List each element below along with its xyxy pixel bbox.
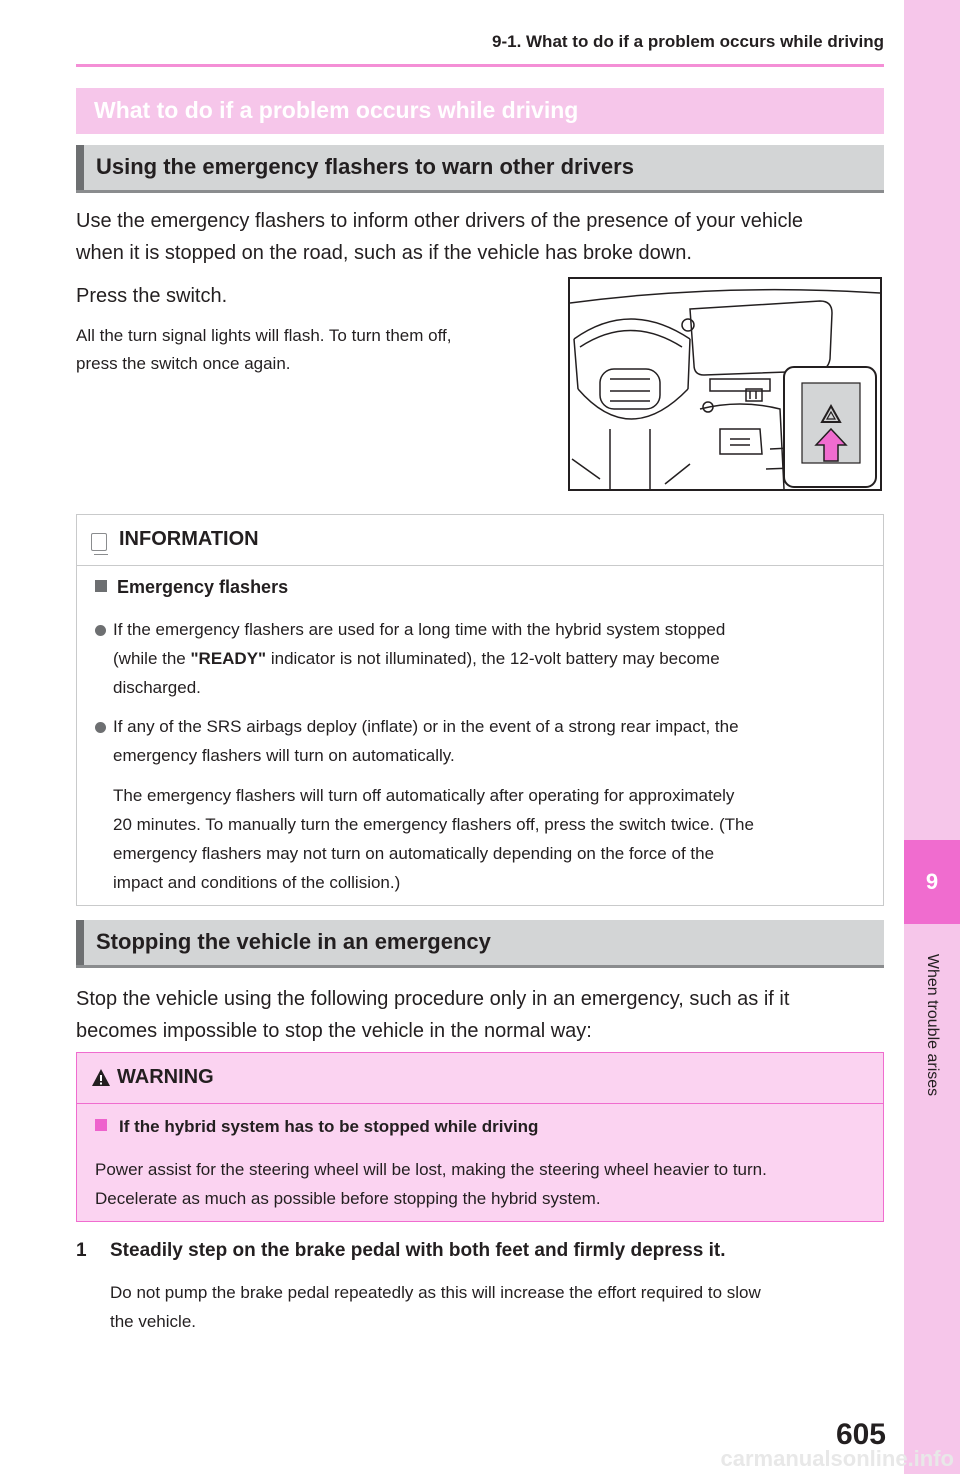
- information-item-2: [113, 712, 873, 770]
- step-desc-line2: the vehicle.: [110, 1312, 196, 1331]
- info-item2-para-line3: emergency flashers may not turn on automatically depending on the force of the: [113, 844, 715, 863]
- info-item2-line1: If any of the SRS airbags deploy (inflate) or in the event of a strong rear impact, the: [113, 717, 739, 736]
- flashers-intro: [76, 205, 886, 269]
- stopping-intro-line1: Stop the vehicle using the following procedure only in an emergency, such as if it: [76, 988, 790, 1010]
- chapter-number: 9: [925, 869, 939, 894]
- chapter-title: When trouble arises: [924, 953, 942, 1097]
- info-item1-line1: If the emergency flashers are used for a long time with the hybrid system stopped: [113, 620, 726, 639]
- information-label: INFORMATION: [119, 528, 259, 550]
- chapter-label: [905, 940, 959, 1110]
- flashers-note-line2: press the switch once again.: [76, 354, 291, 373]
- bullet-icon: [95, 625, 106, 636]
- warning-topic: [95, 1117, 538, 1137]
- square-bullet-icon: [95, 580, 107, 592]
- book-icon: [91, 533, 107, 551]
- warning-header: [77, 1053, 883, 1104]
- warning-body: [95, 1155, 875, 1213]
- chapter-sidebar: [904, 0, 960, 1474]
- stopping-intro: [76, 983, 886, 1047]
- step-description: [110, 1278, 890, 1336]
- page-number: 605: [835, 1418, 886, 1451]
- information-topic-text: Emergency flashers: [117, 577, 289, 597]
- information-item-1: [113, 615, 873, 702]
- section-title: What to do if a problem occurs while driving: [94, 97, 579, 123]
- info-item2-para-line1: The emergency flashers will turn off automatically after operating for approximately: [113, 786, 735, 805]
- step-desc-line1: Do not pump the brake pedal repeatedly as this will increase the effort required to slow: [110, 1283, 761, 1302]
- warning-triangle-icon: [91, 1068, 111, 1088]
- dashboard-drawing: [570, 279, 880, 489]
- flashers-intro-line1: Use the emergency flashers to inform other drivers of the presence of your vehicle: [76, 210, 804, 232]
- warning-label: WARNING: [117, 1066, 214, 1088]
- square-bullet-icon: [95, 1119, 107, 1131]
- step-title: Steadily step on the brake pedal with both feet and firmly depress it.: [110, 1240, 726, 1261]
- warning-topic-text: If the hybrid system has to be stopped while driving: [119, 1117, 539, 1136]
- info-item2-line2: emergency flashers will turn on automatically.: [113, 746, 455, 765]
- flashers-note-line1: All the turn signal lights will flash. To turn them off,: [76, 326, 452, 345]
- hazard-switch-illustration: [568, 277, 882, 491]
- stopping-heading-bar: [76, 920, 884, 968]
- step-number: 1: [76, 1240, 87, 1261]
- flashers-heading-bar: [76, 145, 884, 193]
- section-title-bar: [76, 88, 884, 134]
- info-item2-para-line2: 20 minutes. To manually turn the emergency flashers off, press the switch twice. (The: [113, 815, 754, 834]
- information-topic: [95, 577, 288, 598]
- info-item2-para-line4: impact and conditions of the collision.): [113, 873, 401, 892]
- stopping-heading: Stopping the vehicle in an emergency: [96, 929, 491, 954]
- info-item1-line2: (while the "READY" indicator is not illuminated), the 12-volt battery may become: [113, 649, 720, 668]
- running-head: 9-1. What to do if a problem occurs while driving: [492, 32, 884, 51]
- stopping-intro-line2: becomes impossible to stop the vehicle in the normal way:: [76, 1020, 592, 1042]
- information-item-2-detail: [113, 781, 873, 897]
- watermark: carmanualsonline.info: [720, 1446, 954, 1471]
- chapter-tab[interactable]: [904, 840, 960, 924]
- flashers-intro-line2: when it is stopped on the road, such as if the vehicle has broke down.: [76, 242, 692, 264]
- warning-box: [76, 1052, 884, 1222]
- flashers-note: [76, 322, 546, 378]
- warning-line2: Decelerate as much as possible before stopping the hybrid system.: [95, 1189, 601, 1208]
- information-box: [76, 514, 884, 906]
- flashers-instruction: Press the switch.: [76, 285, 228, 307]
- info-item1-line3: discharged.: [113, 678, 201, 697]
- bullet-icon: [95, 722, 106, 733]
- information-header: [77, 515, 883, 566]
- flashers-heading: Using the emergency flashers to warn other drivers: [96, 154, 634, 179]
- header-rule: [76, 64, 884, 67]
- warning-line1: Power assist for the steering wheel will be lost, making the steering wheel heavier to turn.: [95, 1160, 767, 1179]
